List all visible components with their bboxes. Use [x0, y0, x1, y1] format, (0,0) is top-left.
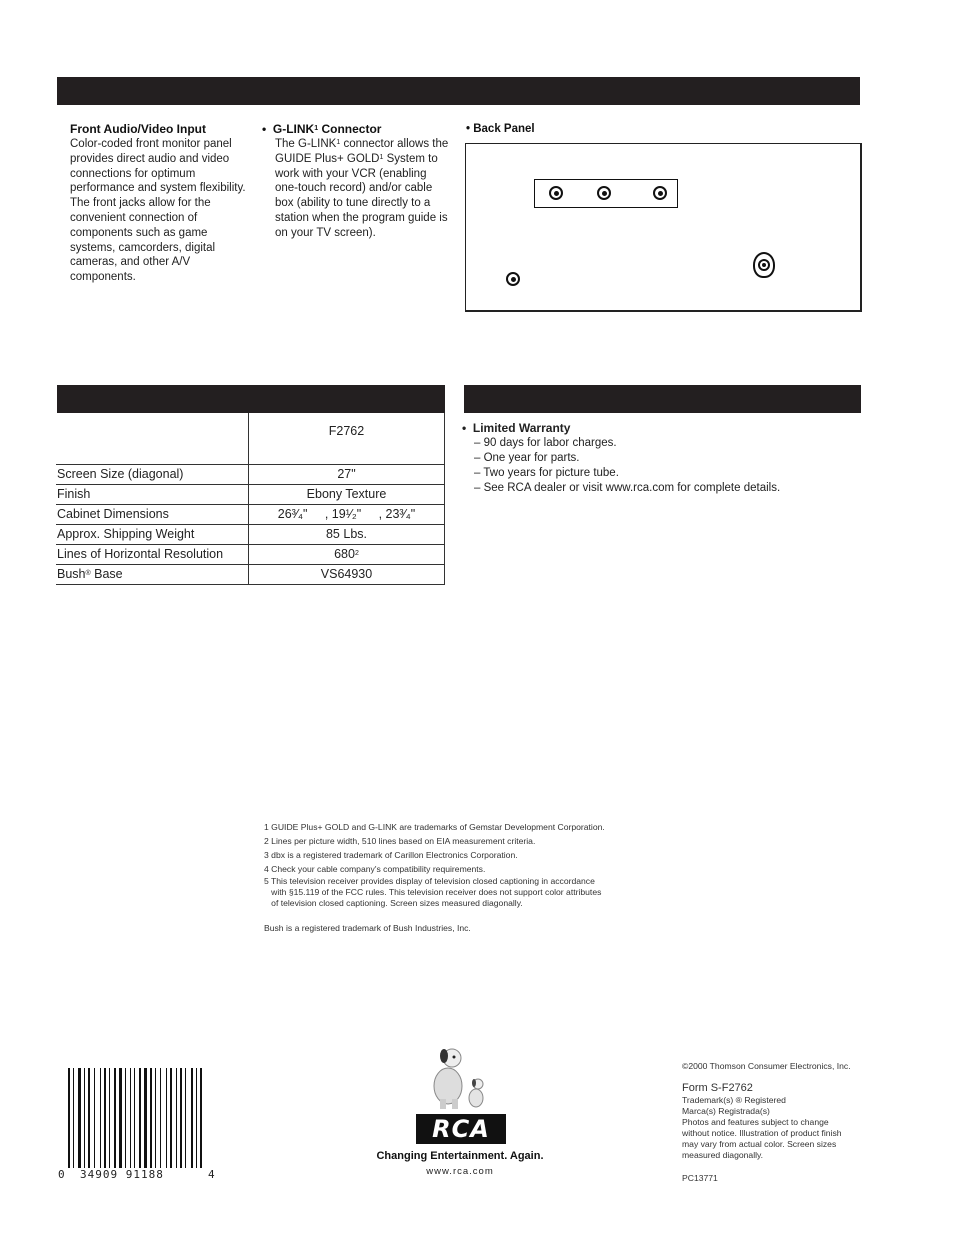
- warranty-section: [462, 421, 852, 496]
- nipper-chipper-illustration: [428, 1044, 492, 1110]
- spec-value: [249, 545, 445, 565]
- barcode-bar: [196, 1068, 197, 1168]
- warranty-title-text: Limited Warranty: [472, 421, 571, 435]
- copyright: ©2000 Thomson Consumer Electronics, Inc.: [682, 1061, 851, 1071]
- barcode-bar: [191, 1068, 193, 1168]
- footnote-ref: 2: [354, 550, 359, 557]
- spec-value: 27": [249, 465, 445, 485]
- pc-code: PC13771: [682, 1173, 718, 1183]
- table-row: [56, 465, 445, 485]
- barcode-bar: [94, 1068, 95, 1168]
- barcode-bar: [144, 1068, 147, 1168]
- spec-label: Finish: [56, 485, 249, 505]
- spec-label-text: Bush: [57, 567, 86, 581]
- warranty-item: – See RCA dealer or visit www.rca.com for complete details.: [474, 482, 781, 494]
- warranty-item: – One year for parts.: [474, 452, 580, 464]
- footnote: 3 dbx is a registered trademark of Carillon Electronics Corporation.: [264, 850, 518, 860]
- barcode-bar: [200, 1068, 202, 1168]
- spec-label: Approx. Shipping Weight: [56, 525, 249, 545]
- av-jack-icon: [549, 186, 563, 200]
- av-jack-icon: [597, 186, 611, 200]
- specs-model: F2762: [249, 413, 445, 465]
- footnote-ref: 1: [314, 125, 319, 132]
- footnote: 4 Check your cable company's compatibility requirements.: [264, 864, 486, 874]
- footnotes: [264, 820, 624, 935]
- barcode-bar: [78, 1068, 81, 1168]
- barcode-bar: [104, 1068, 106, 1168]
- footnote: 2 Lines per picture width, 510 lines based on EIA measurement criteria.: [264, 836, 536, 846]
- table-row: [56, 525, 445, 545]
- form-number: Form S-F2762: [682, 1082, 753, 1094]
- marcas: Marca(s) Registrada(s): [682, 1106, 770, 1116]
- trademarks: Trademark(s) ® Registered: [682, 1095, 786, 1105]
- spec-label: Screen Size (diagonal): [56, 465, 249, 485]
- feature-glink: [262, 122, 452, 241]
- back-panel-label: • Back Panel: [466, 123, 535, 135]
- barcode-bars: [68, 1068, 208, 1168]
- spec-value: Ebony Texture: [249, 485, 445, 505]
- barcode-bar: [180, 1068, 182, 1168]
- barcode-image: [58, 1068, 215, 1181]
- barcode-bar: [134, 1068, 135, 1168]
- barcode-bar: [150, 1068, 152, 1168]
- barcode-bar: [170, 1068, 172, 1168]
- barcode-digits: 34909 91188: [80, 1168, 164, 1181]
- warranty-item: – Two years for picture tube.: [474, 467, 619, 479]
- bullet: •: [262, 122, 267, 136]
- table-row: [56, 505, 445, 525]
- rca-logo: RCA: [416, 1114, 506, 1144]
- barcode-bar: [185, 1068, 186, 1168]
- barcode-bar: [125, 1068, 126, 1168]
- barcode-bar: [130, 1068, 131, 1168]
- brand-url: www.rca.com: [426, 1166, 494, 1177]
- specs-model-empty: [56, 413, 249, 465]
- footnote: of television closed captioning. Screen sizes measured diagonally.: [264, 898, 523, 908]
- antenna-coax-icon: [753, 252, 775, 278]
- footnote-ref: 1: [379, 153, 384, 161]
- features-header-bar: [57, 77, 860, 105]
- bush-note: Bush is a registered trademark of Bush Industries, Inc.: [264, 923, 471, 933]
- footnote-ref: 1: [336, 139, 341, 146]
- barcode-digit-right: 4: [208, 1168, 215, 1181]
- feature-glink-title: [262, 122, 452, 137]
- spec-label-suffix: Base: [90, 567, 123, 581]
- spec-value: 26³⁄₄" , 19¹⁄₂" , 23³⁄₄": [249, 505, 445, 525]
- barcode-bar: [155, 1068, 156, 1168]
- av-jack-icon: [653, 186, 667, 200]
- av-jack-group: [534, 179, 678, 208]
- glink-jack-icon: [506, 272, 520, 286]
- dog-mascot-icon: [428, 1044, 492, 1110]
- barcode-bar: [84, 1068, 85, 1168]
- barcode-bar: [176, 1068, 177, 1168]
- barcode-bar: [100, 1068, 101, 1168]
- feature-av-input: [70, 122, 248, 285]
- barcode-bar: [139, 1068, 141, 1168]
- barcode-bar: [88, 1068, 90, 1168]
- warranty-title: • Limited Warranty: [462, 421, 571, 435]
- specs-header-bar: [57, 385, 445, 413]
- disclaimer: Photos and features subject to change without notice. Illustration of product finish may vary from actual color. Screen sizes measured diagonally.: [682, 1117, 842, 1160]
- footnote: 5 This television receiver provides display of television closed captioning in accordance: [264, 876, 595, 886]
- table-row: [56, 565, 445, 585]
- footnote: 1 GUIDE Plus+ GOLD and G-LINK are trademarks of Gemstar Development Corporation.: [264, 822, 605, 832]
- barcode-digit-left: 0: [58, 1168, 65, 1181]
- barcode-bar: [166, 1068, 167, 1168]
- brand-tagline: Changing Entertainment. Again.: [376, 1150, 544, 1162]
- glink-body-part: connector allows the GUIDE Plus+ GOLD: [275, 138, 449, 165]
- spec-value-text: 680: [334, 547, 355, 561]
- legal-block: [682, 1061, 857, 1184]
- spec-label: Lines of Horizontal Resolution: [56, 545, 249, 565]
- specs-model-row: [56, 413, 445, 465]
- back-panel-diagram: [465, 143, 862, 312]
- glink-body-part: The G-LINK: [275, 138, 337, 150]
- barcode-bar: [119, 1068, 122, 1168]
- barcode-bar: [73, 1068, 74, 1168]
- table-row: [56, 545, 445, 565]
- table-row: [56, 485, 445, 505]
- registered-mark: ®: [85, 570, 91, 577]
- warranty-header-bar: [464, 385, 861, 413]
- specs-table: [56, 413, 445, 585]
- feature-av-input-title: Front Audio/Video Input: [70, 122, 206, 136]
- barcode-bar: [160, 1068, 161, 1168]
- warranty-item: – 90 days for labor charges.: [474, 437, 617, 449]
- barcode-bar: [68, 1068, 70, 1168]
- footnote: with §15.119 of the FCC rules. This television receiver does not support color attributes: [264, 887, 602, 897]
- barcode-bar: [109, 1068, 110, 1168]
- spec-label: [56, 565, 249, 585]
- feature-glink-body: [262, 137, 452, 241]
- glink-body-part: System to work with your VCR (enabling one-touch record) and/or cable box (ability to tune directly to a station when the program guide is on your TV screen).: [275, 152, 448, 239]
- spec-value: VS64930: [249, 565, 445, 585]
- barcode-bar: [114, 1068, 116, 1168]
- feature-glink-title-text: G-LINK: [272, 122, 315, 136]
- spec-label: Cabinet Dimensions: [56, 505, 249, 525]
- spec-value: 85 Lbs.: [249, 525, 445, 545]
- feature-av-input-body: Color-coded front monitor panel provides direct audio and video connections for optimum performance and system flexibility. The front jacks allow for the convenient connection of components such as game systems, camcorders, digital cameras, and other A/V components.: [70, 138, 246, 284]
- feature-glink-title-suffix: Connector: [318, 122, 382, 136]
